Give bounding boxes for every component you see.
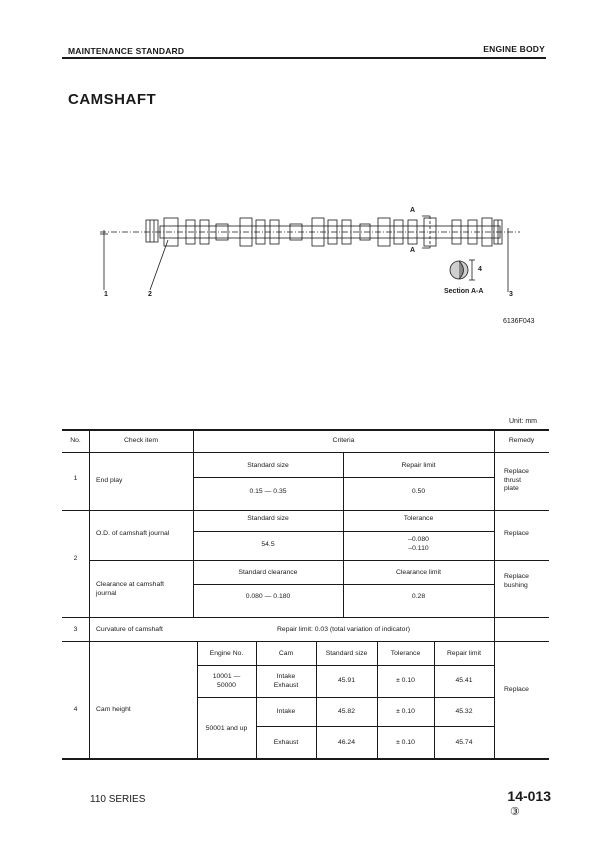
row4-item: Cam height: [96, 706, 131, 713]
footer-revision: ③: [510, 806, 520, 818]
footer-series: 110 SERIES: [90, 794, 146, 805]
unit-label: Unit: mm: [509, 418, 537, 425]
callout-4: 4: [478, 266, 482, 273]
col-header-criteria: Criteria: [332, 437, 355, 444]
callout-1: 1: [104, 291, 108, 298]
row2-item-b: Clearance at camshaft journal: [96, 581, 165, 597]
row3-item: Curvature of camshaft: [96, 626, 163, 633]
row2-no: 2: [73, 555, 78, 562]
row3-no: 3: [73, 626, 78, 633]
row4-r1-std: 45.91: [337, 677, 355, 684]
page-title: CAMSHAFT: [68, 91, 157, 108]
row1-item: End play: [96, 477, 123, 484]
row4-r1-engine: 10001 — 50000: [212, 673, 241, 689]
row4-r1-cam: Intake Exhaust: [273, 673, 299, 689]
row4-r2-engine: 50001 and up: [205, 725, 248, 732]
row4-r3-limit: 45.74: [455, 739, 473, 746]
row4-head-engine: Engine No.: [209, 650, 244, 657]
row4-remedy: Replace: [504, 686, 529, 693]
row4-r1-limit: 45.41: [455, 677, 473, 684]
section-mark-a-bottom: A: [410, 247, 416, 254]
row1-val-a: 0.15 — 0.35: [249, 488, 287, 495]
row1-head-a: Standard size: [247, 462, 289, 469]
footer-page: 14-013: [507, 788, 551, 804]
row2-a-head2: Tolerance: [403, 515, 434, 522]
row2-b-val2: 0.28: [411, 593, 426, 600]
header-right: ENGINE BODY: [483, 44, 545, 54]
row4-r3-cam: Exhaust: [273, 739, 299, 746]
row4-head-tol: Tolerance: [390, 650, 421, 657]
row4-head-cam: Cam: [278, 650, 294, 657]
row2-a-head1: Standard size: [247, 515, 289, 522]
row2-b-val1: 0.080 — 0.180: [245, 593, 291, 600]
col-header-remedy: Remedy: [508, 437, 535, 444]
row2-a-val2: –0.080 –0.110: [408, 536, 429, 552]
figure-code: 6136F043: [503, 318, 535, 325]
row4-r2-std: 45.82: [337, 708, 355, 715]
header-left: MAINTENANCE STANDARD: [68, 46, 185, 56]
row2-b-head1: Standard clearance: [238, 569, 298, 576]
row4-r3-tol: ± 0.10: [396, 739, 415, 746]
row4-r2-tol: ± 0.10: [396, 708, 415, 715]
row3-criteria: Repair limit: 0.03 (total variation of indicator): [277, 626, 410, 633]
section-mark-a-top: A: [410, 207, 416, 214]
row2-b-head2: Clearance limit: [396, 569, 441, 576]
row4-r2-cam: Intake: [276, 708, 296, 715]
row1-val-b: 0.50: [411, 488, 426, 495]
row1-head-b: Repair limit: [401, 462, 436, 469]
row4-r3-std: 46.24: [337, 739, 355, 746]
col-header-check-item: Check item: [124, 437, 158, 444]
row1-remedy: Replace thrust plate: [504, 468, 529, 492]
section-label: Section A-A: [444, 288, 484, 295]
row2-remedy-a: Replace: [504, 530, 529, 537]
col-header-no: No.: [70, 437, 81, 444]
row4-head-limit: Repair limit: [447, 650, 481, 657]
row4-no: 4: [73, 706, 78, 713]
callout-3: 3: [509, 291, 513, 298]
row4-r1-tol: ± 0.10: [396, 677, 415, 684]
row1-no: 1: [73, 475, 78, 482]
row4-head-std: Standard size: [325, 650, 368, 657]
callout-2: 2: [148, 291, 152, 298]
row2-remedy-b: Replace bushing: [504, 573, 529, 589]
header-rule: [62, 57, 546, 59]
row2-a-val1: 54.5: [261, 541, 275, 548]
row2-item-a: O.D. of camshaft journal: [96, 530, 170, 537]
row4-r2-limit: 45.32: [455, 708, 473, 715]
